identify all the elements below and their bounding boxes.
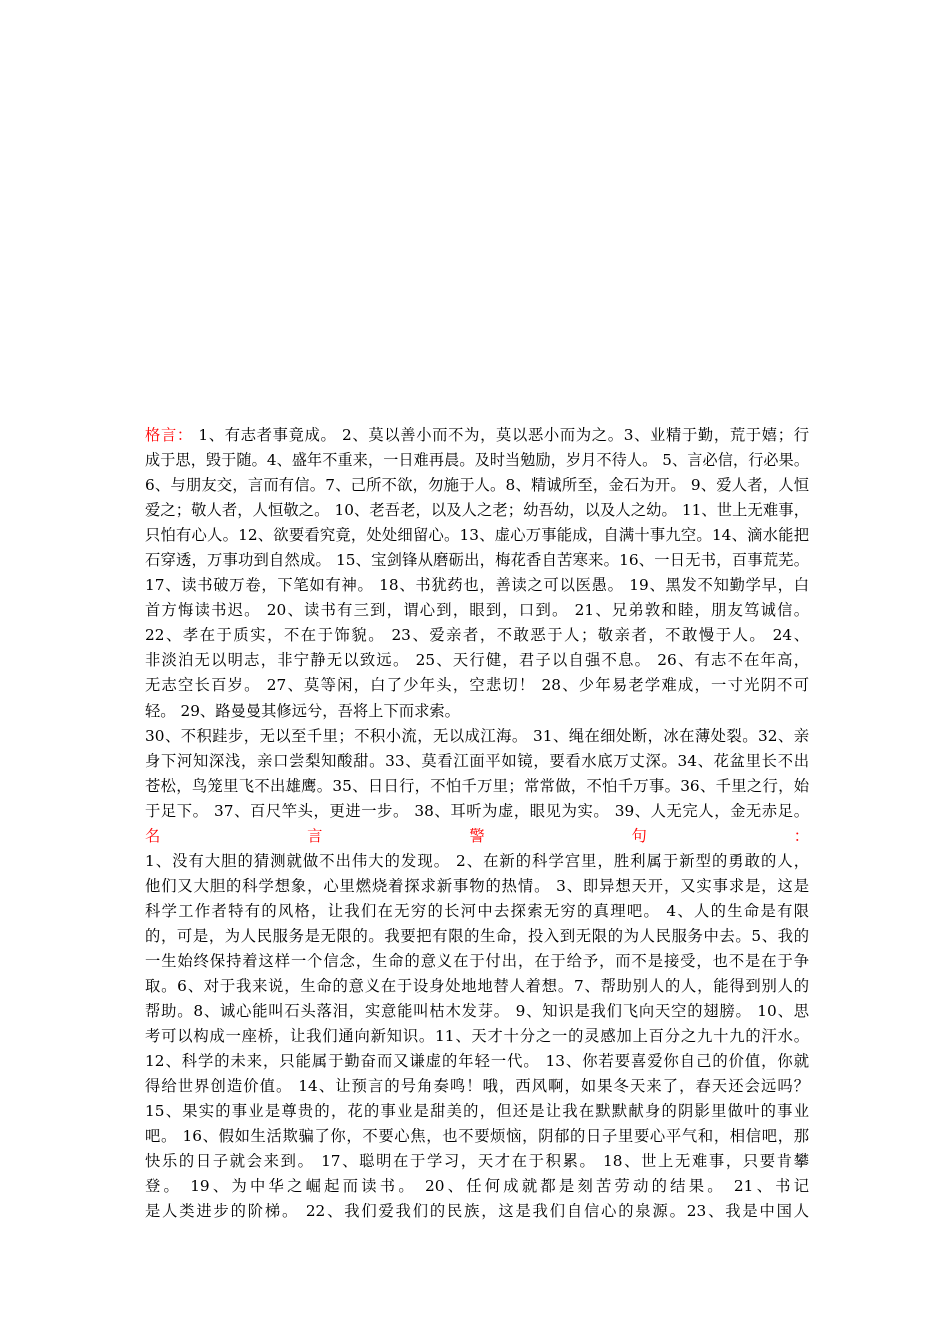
- text-line: 吧。 16、假如生活欺骗了你，不要心焦，也不要烦恼，阴郁的日子里要心平气和，相信吧，那: [145, 1127, 809, 1146]
- text-line: 考可以构成一座桥，让我们通向新知识。11、天才十分之一的灵感加上百分之九十九的汗水。: [145, 1027, 809, 1046]
- text-line: 首方悔读书迟。 20、读书有三到，谓心到，眼到，口到。 21、兄弟敦和睦，朋友笃诚信。: [145, 601, 809, 620]
- text-line: 12、科学的未来，只能属于勤奋而又谦虚的年轻一代。 13、你若要喜爱你自己的价值，你就: [145, 1052, 809, 1071]
- text-line: 取。6、对于我来说，生命的意义在于设身处地地替人着想。7、帮助别人的人，能得到别人的: [145, 977, 809, 996]
- text-line: 17、读书破万卷，下笔如有神。 18、书犹药也，善读之可以医愚。 19、黑发不知勤学早，白: [145, 576, 809, 595]
- text-line: 一生始终保持着这样一个信念，生命的意义在于付出，在于给予，而不是接受，也不是在于争: [145, 951, 809, 970]
- text-line: 于足下。 37、百尺竿头，更进一步。 38、耳听为虚，眼见为实。 39、人无完人，金无赤足。: [145, 801, 809, 820]
- text-line: 成于思，毁于随。4、盛年不重来，一日难再晨。及时当勉励，岁月不待人。 5、言必信，行必果。: [145, 451, 809, 470]
- text-line: 他们又大胆的科学想象，心里燃烧着探求新事物的热情。 3、即异想天开，又实事求是，这是: [145, 876, 809, 895]
- text-line: 帮助。8、诚心能叫石头落泪，实意能叫枯木发芽。 9、知识是我们飞向天空的翅膀。 10、思: [145, 1002, 809, 1021]
- text-line: 爱之；敬人者，人恒敬之。 10、老吾老，以及人之老；幼吾幼，以及人之幼。 11、世上无难事，: [145, 501, 809, 520]
- section-mingyan: [145, 824, 809, 1225]
- text-line: 无志空长百岁。 27、莫等闲，白了少年头，空悲切！ 28、少年易老学难成，一寸光阴不可: [145, 676, 809, 695]
- text-line: 的，可是，为人民服务是无限的。我要把有限的生命，投入到无限的为人民服务中去。5、我的: [145, 926, 809, 945]
- text-line: 轻。 29、路曼曼其修远兮，吾将上下而求索。: [145, 701, 460, 720]
- text-line: 身下河知深浅，亲口尝梨知酸甜。33、莫看江面平如镜，要看水底万丈深。34、花盆里长不出: [145, 751, 809, 770]
- text-line: 快乐的日子就会来到。 17、聪明在于学习，天才在于积累。 18、世上无难事，只要肯攀: [145, 1152, 809, 1171]
- text-line: 30、不积跬步，无以至千里；不积小流，无以成江海。 31、绳在细处断，冰在薄处裂。32、亲: [145, 726, 809, 745]
- text-line: 非淡泊无以明志，非宁静无以致远。 25、天行健，君子以自强不息。 26、有志不在年高，: [145, 651, 809, 670]
- text-line: 苍松，鸟笼里飞不出雄鹰。35、日日行，不怕千万里；常常做，不怕千万事。36、千里之行，始: [145, 776, 809, 795]
- geyan-heading: 格言：: [145, 426, 193, 444]
- text-line: 只怕有心人。12、欲要看究竟，处处细留心。13、虚心万事能成，自满十事九空。14、滴水能把: [145, 526, 809, 545]
- text-line: 1、有志者事竟成。 2、莫以善小而不为，莫以恶小而为之。3、业精于勤，荒于嬉；行: [192, 426, 809, 444]
- mingyan-heading: 名言警句：: [145, 826, 809, 845]
- text-line: 石穿透，万事功到自然成。 15、宝剑锋从磨砺出，梅花香自苦寒来。16、一日无书，百事荒芜。: [145, 551, 809, 570]
- text-line: 科学工作者特有的风格，让我们在无穷的长河中去探索无穷的真理吧。 4、人的生命是有限: [145, 901, 809, 920]
- section-geyan: [145, 423, 809, 824]
- text-line: 1、没有大胆的猜测就做不出伟大的发现。 2、在新的科学宫里，胜利属于新型的勇敢的人，: [145, 851, 809, 870]
- text-line: 是人类进步的阶梯。 22、我们爱我们的民族，这是我们自信心的泉源。23、我是中国人: [145, 1202, 809, 1221]
- document-body: [145, 423, 809, 1225]
- text-line: 得给世界创造价值。 14、让预言的号角奏鸣！哦，西风啊，如果冬天来了，春天还会远吗？: [145, 1077, 809, 1096]
- text-line: 登。 19、为中华之崛起而读书。 20、任何成就都是刻苦劳动的结果。 21、书记: [145, 1177, 809, 1196]
- text-line: 15、果实的事业是尊贵的，花的事业是甜美的，但还是让我在默默献身的阴影里做叶的事业: [145, 1102, 809, 1121]
- text-line: 6、与朋友交，言而有信。7、己所不欲，勿施于人。8、精诚所至，金石为开。 9、爱人者，人恒: [145, 476, 809, 495]
- text-line: 22、孝在于质实，不在于饰貌。 23、爱亲者，不敢恶于人；敬亲者，不敢慢于人。 24、: [145, 626, 809, 645]
- geyan-first-line: [145, 423, 809, 448]
